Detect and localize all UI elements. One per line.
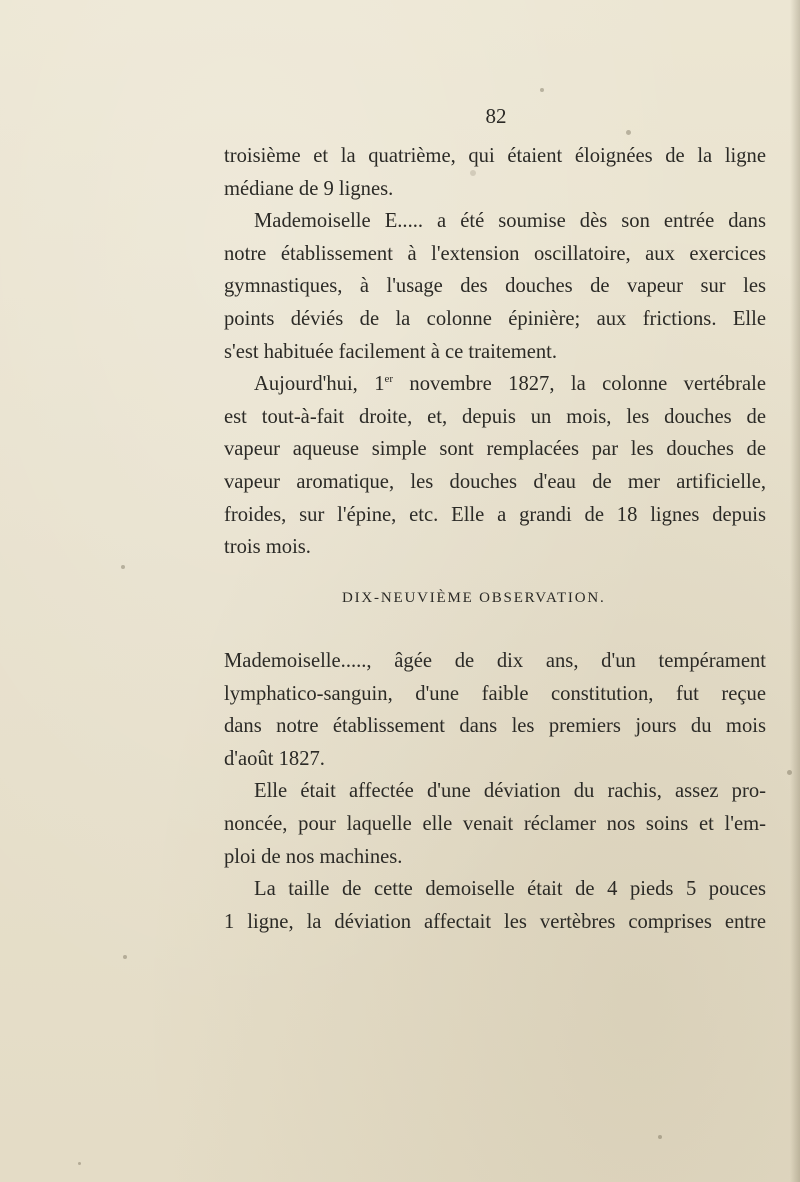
body-text-upper — [224, 140, 766, 564]
text-line: est tout-à-fait droite, et, depuis un mois, les douches de — [224, 405, 766, 428]
text-line: La taille de cette demoiselle était de 4 pieds 5 pouces — [254, 878, 766, 901]
text-fragment: novembre 1827, la colonne vertébrale — [393, 373, 766, 396]
text-line: s'est habituée facilement à ce traitement. — [224, 340, 558, 363]
page-number-text: 82 — [485, 104, 507, 128]
text-line: vapeur aromatique, les douches d'eau de mer artificielle, — [224, 470, 766, 493]
text-line: dans notre établissement dans les premiers jours du mois — [224, 715, 766, 738]
text-line: vapeur aqueuse simple sont remplacées par les douches de — [224, 438, 766, 461]
text-line: 1 ligne, la déviation affectait les vertèbres comprises entre — [224, 910, 766, 933]
text-line: troisième et la quatrième, qui étaient éloignées de la ligne — [224, 145, 766, 167]
text-line: lymphatico-sanguin, d'une faible constitution, fut reçue — [224, 682, 766, 705]
text-line: Mademoiselle E..... a été soumise dès son entrée dans — [254, 210, 766, 233]
page-edge-shadow — [790, 0, 800, 1182]
paper-speck — [78, 1162, 81, 1165]
paper-speck — [787, 770, 792, 775]
text-line: gymnastiques, à l'usage des douches de vapeur sur les — [224, 275, 766, 298]
page-number — [0, 104, 800, 129]
paper-speck — [626, 130, 631, 135]
text-line: d'août 1827. — [224, 747, 325, 770]
text-fragment: Aujourd'hui, 1 — [254, 373, 385, 396]
text-line: noncée, pour laquelle elle venait réclamer nos soins et l'em- — [224, 812, 766, 835]
paper-speck — [540, 88, 544, 92]
text-line: froides, sur l'épine, etc. Elle a grandi de 18 lignes depuis — [224, 503, 766, 526]
text-line: ploi de nos machines. — [224, 845, 403, 868]
text-line: trois mois. — [224, 536, 311, 559]
body-text-lower — [224, 645, 766, 938]
paper-speck — [658, 1135, 662, 1139]
text-line: points déviés de la colonne épinière; aux frictions. Elle — [224, 307, 766, 330]
text-line: médiane de 9 lignes. — [224, 177, 394, 200]
text-line-with-superscript — [224, 368, 766, 401]
text-line: notre établissement à l'extension oscillatoire, aux exercices — [224, 242, 766, 265]
text-line: Mademoiselle....., âgée de dix ans, d'un tempérament — [224, 650, 766, 672]
superscript: er — [384, 373, 394, 386]
text-line: Elle était affectée d'une déviation du rachis, assez pro- — [254, 780, 766, 803]
paper-speck — [121, 565, 125, 569]
paper-speck — [123, 955, 127, 959]
section-heading: DIX-NEUVIÈME OBSERVATION. — [342, 590, 606, 606]
